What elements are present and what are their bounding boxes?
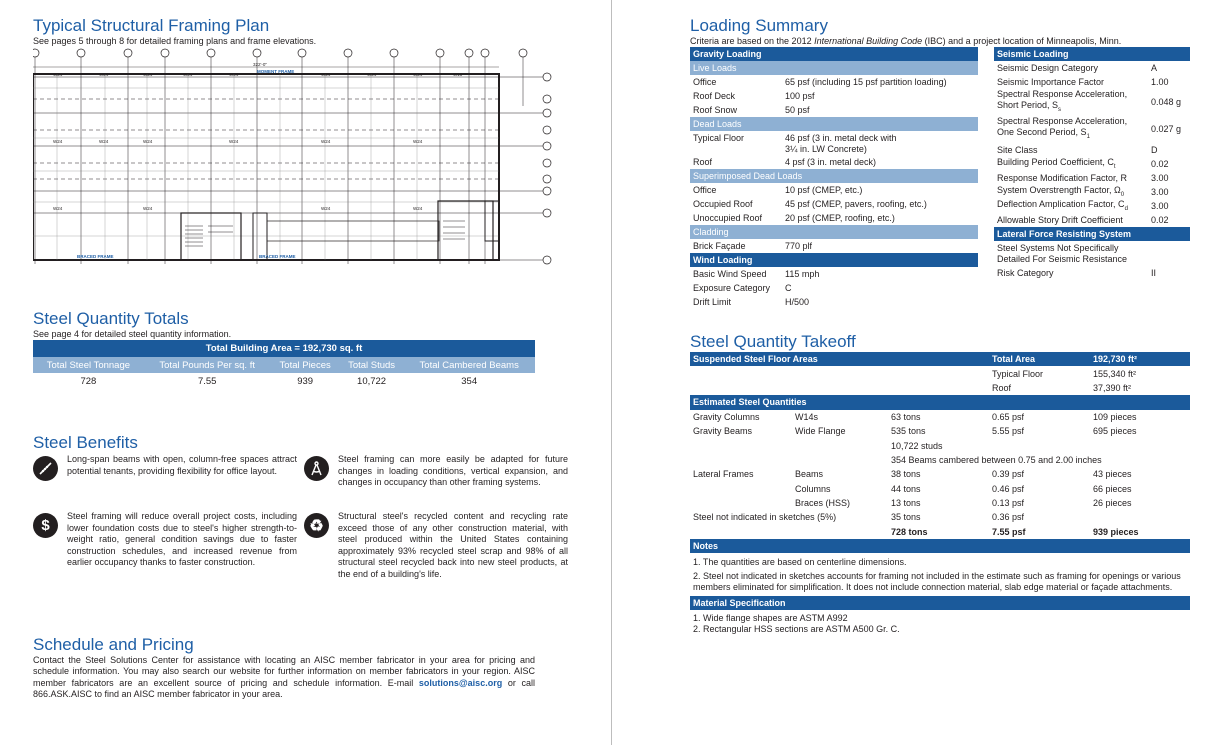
material-item: 1. Wide flange shapes are ASTM A992: [693, 612, 848, 623]
dead-header: Dead Loads: [690, 117, 978, 131]
loading-summary-title: Loading Summary: [690, 16, 828, 35]
member-type: Beams: [795, 469, 824, 480]
beam-label: W24: [53, 206, 63, 211]
lfrs-text-line: Steel Systems Not Specifically: [997, 242, 1119, 253]
seismic-label-part: Deflection Amplication Factor, C: [997, 199, 1125, 210]
area-label: Typical Floor: [992, 368, 1044, 379]
dimension-label: 322'-0": [253, 62, 267, 67]
member-pieces: 66 pieces: [1093, 483, 1132, 494]
beam-label: W24: [321, 139, 331, 144]
load-value: 45 psf (CMEP, pavers, roofing, etc.): [785, 199, 927, 209]
total-tons: 728 tons: [891, 526, 928, 537]
notes-block: [690, 555, 1190, 638]
load-value-line: 3¼ in. LW Concrete): [785, 144, 867, 154]
seismic-label-line: Spectral Response Acceleration,: [997, 89, 1128, 99]
total-area-label: Total Area: [992, 354, 1036, 365]
seismic-label: [994, 89, 1148, 116]
seismic-label-line: [997, 100, 1148, 116]
member-pieces: 26 pieces: [1093, 498, 1132, 509]
beam-label: W24: [321, 206, 331, 211]
seismic-value: 0.048 g: [1151, 97, 1182, 108]
seismic-label-line: Spectral Response Acceleration,: [997, 115, 1128, 126]
quantity-totals-title: Steel Quantity Totals: [33, 309, 189, 328]
risk-label: Risk Category: [997, 267, 1054, 278]
schedule-text-part: Contact the Steel Solutions Center for assistance with locating an AISC member fabricator in your area for pricing and schedule information. You may also search our website for further information on member fabricators in your region. AISC member fabricators are an excellent source of pricing and schedule information. E-mail: [33, 655, 535, 688]
member-group: Gravity Columns: [693, 411, 760, 422]
load-label: Roof: [693, 157, 713, 167]
wind-header: Wind Loading: [690, 253, 978, 267]
load-value: 10 psf (CMEP, etc.): [785, 185, 863, 195]
takeoff-section: [690, 332, 856, 352]
beam-label: W24: [321, 72, 331, 77]
member-pieces: 109 pieces: [1093, 411, 1137, 422]
total-pieces: 939: [297, 376, 314, 387]
sdl-header: Superimposed Dead Loads: [690, 169, 978, 183]
seismic-value: 0.02: [1151, 158, 1169, 169]
area-value: 37,390 ft²: [1093, 382, 1132, 393]
framing-subtitle: See pages 5 through 8 for detailed framing plans and frame elevations.: [33, 36, 317, 46]
beam-label: W24: [143, 139, 153, 144]
seismic-label-part: One Second Period, S: [997, 126, 1087, 137]
load-value: H/500: [785, 297, 810, 307]
loading-criteria: [690, 36, 1190, 47]
load-value: 50 psf: [785, 105, 810, 115]
load-value: 115 mph: [785, 269, 820, 279]
beam-label: W24: [229, 139, 239, 144]
member-psf: 5.55 psf: [992, 426, 1025, 437]
seismic-label-line: [997, 127, 1148, 143]
total-pieces: 939 pieces: [1093, 526, 1139, 537]
gravity-wind-table: [690, 47, 978, 309]
seismic-label: Seismic Importance Factor: [997, 77, 1105, 87]
seismic-value: D: [1151, 144, 1158, 155]
member-psf: 0.65 psf: [992, 411, 1025, 422]
schedule-text: [33, 655, 535, 701]
beam-label: W24: [229, 72, 239, 77]
seismic-label: Allowable Story Drift Coefficient: [997, 214, 1123, 225]
total-cambered: 354: [461, 376, 478, 387]
notes-header: Notes: [693, 541, 719, 552]
col-header: Total Cambered Beams: [403, 357, 535, 373]
load-label: Exposure Category: [693, 283, 771, 293]
seismic-label: Seismic Design Category: [997, 63, 1099, 73]
load-label: Unoccupied Roof: [693, 213, 763, 223]
seismic-subscript: d: [1124, 205, 1128, 212]
braced-frame-label-a: BRACED FRAME: [77, 254, 114, 259]
seismic-label-part: Building Period Coefficient, C: [997, 157, 1114, 168]
takeoff-table: [690, 352, 1190, 553]
beam-label: W24: [413, 72, 423, 77]
seismic-label: Response Modification Factor, R: [997, 172, 1128, 183]
member-pieces: 43 pieces: [1093, 469, 1132, 480]
seismic-header: Seismic Loading: [994, 47, 1190, 61]
load-value: 20 psf (CMEP, roofing, etc.): [785, 213, 895, 223]
schedule-title: Schedule and Pricing: [33, 635, 194, 654]
benefit-text: Long-span beams with open, column-free spaces attract potential tenants, providing flexibility for office layout.: [67, 454, 297, 476]
quantity-totals-subtitle: See page 4 for detailed steel quantity information.: [33, 329, 232, 339]
load-label: Office: [693, 185, 717, 195]
load-value-line: 46 psf (3 in. metal deck with: [785, 133, 897, 143]
member-group: Steel not indicated in sketches (5%): [693, 512, 837, 523]
seismic-subscript: 1: [1086, 133, 1090, 140]
seismic-label-part: System Overstrength Factor, Ω: [997, 185, 1121, 196]
note-item: 2. Steel not indicated in sketches accounts for framing not included in the estimate such as framing for openings or various members eliminated for simplification. It does not include connection material, slab edge material or façade attachments.: [693, 570, 1181, 593]
estimated-header: Estimated Steel Quantities: [693, 397, 807, 408]
seismic-subscript: t: [1113, 163, 1116, 170]
criteria-code: International Building Code: [814, 36, 923, 46]
lfrs-text-line: Detailed For Seismic Resistance: [997, 254, 1128, 265]
member-psf: 0.39 psf: [992, 469, 1025, 480]
seismic-label-part: Short Period, S: [997, 100, 1059, 110]
col-header: Total Pounds Per sq. ft: [144, 357, 271, 373]
beam-label: W24: [413, 139, 423, 144]
area-label: Roof: [992, 382, 1012, 393]
recycle-icon: ♻: [304, 513, 329, 538]
seismic-value: 1.00: [1151, 77, 1169, 87]
member-psf: 0.13 psf: [992, 498, 1025, 509]
benefit-text: Structural steel's recycled content and recycling rate exceed those of any other construction material, with steel produced within the United States containing approximately 93% recycled steel scrap and 98% of all structural steel recycled back into new steel products, at the end of a building's life.: [338, 511, 568, 579]
quantity-totals-section: [33, 309, 535, 390]
note-item: 1. The quantities are based on centerline dimensions.: [693, 557, 907, 567]
load-label: Roof Deck: [693, 91, 736, 101]
benefits-title: Steel Benefits: [33, 433, 138, 452]
seismic-value: A: [1151, 63, 1158, 73]
member-group: Gravity Beams: [693, 426, 753, 437]
total-area-banner: Total Building Area = 192,730 sq. ft: [33, 340, 535, 357]
seismic-subscript: 0: [1120, 191, 1125, 198]
seismic-label: [994, 185, 1148, 199]
braced-frame-label-b: BRACED FRAME: [259, 254, 296, 259]
camber-note: 354 Beams cambered between 0.75 and 2.00 inches: [891, 454, 1102, 465]
load-value: 65 psf (including 15 psf partition loading): [785, 77, 947, 87]
criteria-text: (IBC) and a project location of Minneapolis, Minn.: [922, 36, 1122, 46]
beam-label: W24: [143, 72, 153, 77]
beam-label: W24: [99, 139, 109, 144]
grid-bubbles-top: [33, 49, 527, 57]
compass-icon: [304, 456, 329, 481]
ruler-icon: [33, 456, 58, 481]
col-header: Total Studs: [340, 357, 404, 373]
seismic-value: 3.00: [1151, 200, 1169, 211]
floor-areas-header: Suspended Steel Floor Areas: [693, 354, 818, 365]
seismic-table: [994, 47, 1190, 280]
material-item: 2. Rectangular HSS sections are ASTM A500 Gr. C.: [693, 624, 900, 635]
member-type: Columns: [795, 483, 831, 494]
seismic-value: 0.027 g: [1151, 124, 1182, 135]
load-label: Typical Floor: [693, 133, 745, 143]
load-value: C: [785, 283, 792, 293]
load-label: Basic Wind Speed: [693, 269, 767, 279]
member-pieces: 695 pieces: [1093, 426, 1137, 437]
beam-label: W24: [413, 206, 423, 211]
lfrs-text: [994, 241, 1190, 266]
lfrs-header: Lateral Force Resisting System: [994, 227, 1190, 241]
risk-value: II: [1151, 267, 1157, 278]
schedule-text-part: or call 866.ASK.AISC to find an AISC member fabricator in your area.: [33, 677, 535, 700]
beam-label: W24: [99, 72, 109, 77]
seismic-label: [994, 116, 1148, 143]
member-type: W14s: [795, 411, 819, 422]
takeoff-title: Steel Quantity Takeoff: [690, 332, 856, 351]
criteria-text: Criteria are based on the 2012: [690, 36, 815, 46]
beam-label: W24: [143, 206, 153, 211]
benefits-section: [33, 433, 138, 453]
live-header: Live Loads: [690, 61, 978, 75]
load-label: Drift Limit: [693, 297, 731, 307]
member-type: Wide Flange: [795, 426, 846, 437]
studs-note: 10,722 studs: [891, 440, 943, 451]
quantity-totals-table: [33, 340, 535, 390]
seismic-value: 3.00: [1151, 186, 1169, 197]
total-psf: 7.55: [197, 376, 217, 387]
col-header: Total Steel Tonnage: [33, 357, 144, 373]
member-tons: 44 tons: [891, 483, 921, 494]
schedule-section: [33, 635, 535, 701]
total-tonnage: 728: [80, 376, 97, 387]
gravity-header: Gravity Loading: [690, 47, 978, 61]
member-psf: 0.46 psf: [992, 483, 1025, 494]
loading-summary-section: [690, 16, 1190, 47]
member-psf: 0.36 psf: [992, 512, 1025, 523]
benefit-text: Steel framing will reduce overall project costs, including lower foundation costs due to steel's higher strength-to-weight ratio, general condition savings due to faster construction schedules, and increased revenue from earlier occupancy thanks to faster construction.: [67, 511, 297, 568]
load-value: 770 plf: [785, 241, 813, 251]
column-label: W18: [453, 72, 463, 77]
col-header: Total Pieces: [271, 357, 340, 373]
framing-section: [33, 16, 316, 47]
framing-title: Typical Structural Framing Plan: [33, 16, 270, 35]
load-label: Occupied Roof: [693, 199, 753, 209]
member-tons: 13 tons: [891, 498, 921, 509]
load-label: Roof Snow: [693, 105, 738, 115]
seismic-value: 0.02: [1151, 214, 1169, 225]
member-group: Lateral Frames: [693, 469, 754, 480]
area-value: 155,340 ft²: [1093, 368, 1137, 379]
load-value: 100 psf: [785, 91, 815, 101]
grid-bubbles-right: [543, 73, 551, 264]
beam-label: W24: [367, 72, 377, 77]
beam-label: W24: [53, 72, 63, 77]
beam-label: W24: [53, 139, 63, 144]
load-value: [782, 131, 978, 155]
seismic-subscript: s: [1058, 106, 1062, 113]
load-value: 4 psf (3 in. metal deck): [785, 157, 877, 167]
total-psf: 7.55 psf: [992, 526, 1026, 537]
member-tons: 535 tons: [891, 426, 926, 437]
member-tons: 38 tons: [891, 469, 921, 480]
load-label: Brick Façade: [693, 241, 746, 251]
page-divider: [611, 0, 612, 745]
load-label: Office: [693, 77, 717, 87]
material-header: Material Specification: [690, 596, 1190, 610]
member-type: Braces (HSS): [795, 498, 851, 509]
seismic-label: Site Class: [997, 144, 1038, 155]
framing-plan-drawing: [33, 46, 563, 271]
seismic-label: [994, 199, 1148, 213]
member-tons: 63 tons: [891, 411, 921, 422]
email-link[interactable]: solutions@aisc.org: [418, 677, 503, 688]
beam-label: W24: [183, 72, 193, 77]
total-area-value: 192,730 ft²: [1093, 354, 1138, 365]
dollar-icon: $: [33, 513, 58, 538]
cladding-header: Cladding: [690, 225, 978, 239]
member-tons: 35 tons: [891, 512, 921, 523]
seismic-label: [994, 157, 1148, 171]
total-studs: 10,722: [357, 376, 387, 387]
moment-frame-label: MOMENT FRAME: [257, 69, 295, 74]
seismic-value: 3.00: [1151, 172, 1169, 183]
benefit-text: Steel framing can more easily be adapted for future changes in loading conditions, vertical expansion, and changes in occupancy than other framing systems.: [338, 454, 568, 488]
